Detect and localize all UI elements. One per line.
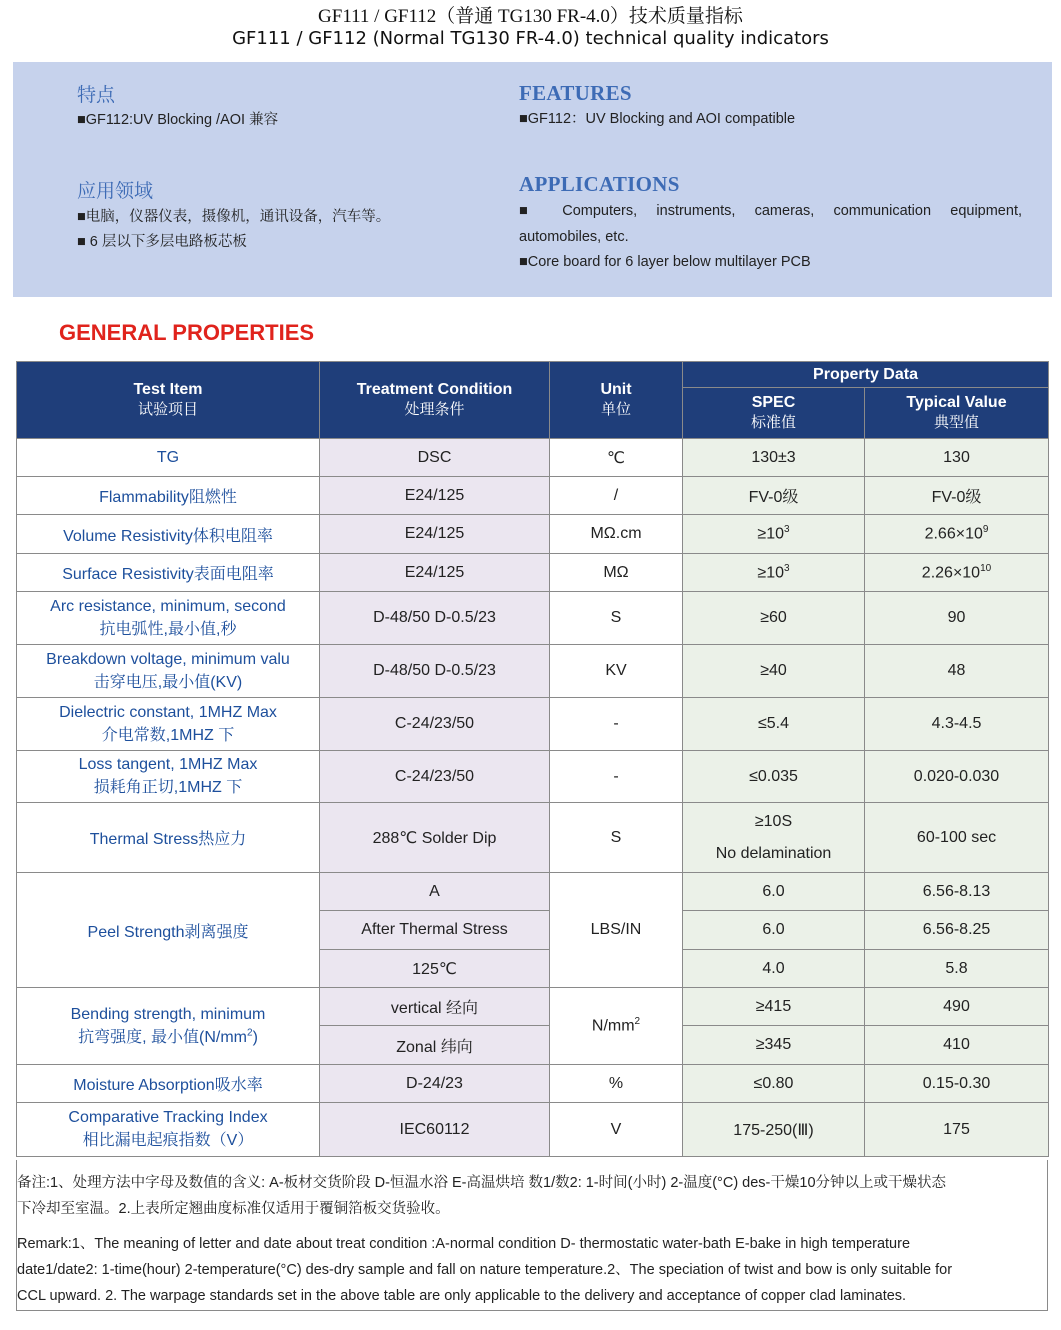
row-flam-cond: E24/125 <box>320 477 550 515</box>
row-vol-typical <box>865 515 1049 554</box>
features-en-item: ■GF112：UV Blocking and AOI compatible <box>519 111 796 127</box>
header-typical-en: Typical Value <box>906 394 1007 411</box>
row-bend-spec-1: ≥415 <box>683 988 865 1026</box>
row-dk-spec: ≤5.4 <box>683 698 865 751</box>
row-surf-spec <box>683 554 865 592</box>
row-bd-item-cn: 击穿电压,最小值(KV) <box>93 673 243 691</box>
row-bd-typical: 48 <box>865 645 1049 698</box>
row-bd-item-en: Breakdown voltage, minimum valu <box>46 650 290 668</box>
row-bend-cond-1: vertical 经向 <box>320 988 550 1026</box>
applications-cn-item-1: ■电脑，仪器仪表，摄像机，通讯设备，汽车等。 <box>77 209 391 225</box>
row-dk-typical: 4.3-4.5 <box>865 698 1049 751</box>
row-peel-spec-3: 4.0 <box>683 950 865 988</box>
row-arc-spec: ≥60 <box>683 592 865 645</box>
row-df-item-cn: 损耗角正切,1MHZ 下 <box>93 779 243 796</box>
applications-cn-heading: 应用领域 <box>77 180 154 202</box>
row-bd-item <box>17 645 320 698</box>
row-tg-typical: 130 <box>865 439 1049 477</box>
row-peel-cond-3: 125℃ <box>320 950 550 988</box>
summary-panel <box>13 62 1052 297</box>
header-test-item-cn: 试验项目 <box>137 401 198 418</box>
header-test-item <box>17 362 320 439</box>
row-vol-spec-base: ≥10 <box>757 525 784 543</box>
row-flam-item: Flammability阻燃性 <box>17 477 320 515</box>
header-unit-cn: 单位 <box>600 401 631 418</box>
row-cti-item <box>17 1103 320 1157</box>
row-arc-item-cn: 抗电弧性,最小值,秒 <box>99 620 237 638</box>
row-ts-item: Thermal Stress热应力 <box>17 803 320 873</box>
header-property-data-label: Property Data <box>813 365 918 383</box>
row-peel-typical-2: 6.56-8.25 <box>865 911 1049 950</box>
row-bend-item-cn-b: ) <box>252 1028 258 1046</box>
row-flam-typical: FV-0级 <box>865 477 1049 515</box>
row-bend-item-cn-a: 抗弯强度, 最小值(N/mm <box>78 1028 247 1046</box>
row-bend-cond-2: Zonal 纬向 <box>320 1026 550 1065</box>
table-row <box>17 645 1049 698</box>
row-bend-unit-base: N/mm <box>591 1017 635 1035</box>
row-peel-cond-1: A <box>320 873 550 911</box>
row-dk-item-en: Dielectric constant, 1MHZ Max <box>59 703 277 721</box>
applications-en-heading: APPLICATIONS <box>519 172 680 196</box>
remark-cn-line2: 下冷却至室温。2.上表所定翘曲度标准仅适用于覆铜箔板交货验收。 <box>17 1201 450 1217</box>
row-dk-item-cn: 介电常数,1MHZ 下 <box>101 726 235 744</box>
header-treatment-en: Treatment Condition <box>356 381 513 398</box>
row-ts-spec-line1: ≥10S <box>754 812 793 830</box>
row-surf-spec-exp: 3 <box>784 562 790 574</box>
remarks-box <box>16 1160 1048 1311</box>
table-row <box>17 1103 1049 1157</box>
row-df-item-en: Loss tangent, 1MHZ Max <box>78 756 258 773</box>
row-arc-typical: 90 <box>865 592 1049 645</box>
row-ts-unit: S <box>550 803 683 873</box>
row-tg-item: TG <box>17 439 320 477</box>
row-ts-typical: 60-100 sec <box>865 803 1049 873</box>
table-row <box>17 439 1049 477</box>
row-df-item <box>17 751 320 803</box>
row-peel-typical-3: 5.8 <box>865 950 1049 988</box>
row-bend-spec-2: ≥345 <box>683 1026 865 1065</box>
row-surf-spec-base: ≥10 <box>757 564 784 582</box>
properties-table <box>16 361 1049 1157</box>
row-cti-item-en: Comparative Tracking Index <box>68 1109 268 1126</box>
row-moist-item: Moisture Absorption吸水率 <box>17 1065 320 1103</box>
header-typical <box>865 388 1049 439</box>
row-bend-item <box>17 988 320 1065</box>
row-peel-item: Peel Strength剥离强度 <box>17 873 320 988</box>
table-header-row <box>17 362 1049 388</box>
row-dk-unit: - <box>550 698 683 751</box>
row-surf-unit: MΩ <box>550 554 683 592</box>
row-flam-unit: / <box>550 477 683 515</box>
title-line-cn: GF111 / GF112（普通 TG130 FR-4.0）技术质量指标 <box>318 6 743 27</box>
row-surf-cond: E24/125 <box>320 554 550 592</box>
row-bd-spec: ≥40 <box>683 645 865 698</box>
row-vol-cond: E24/125 <box>320 515 550 554</box>
row-ts-cond: 288℃ Solder Dip <box>320 803 550 873</box>
header-spec <box>683 388 865 439</box>
header-treatment <box>320 362 550 439</box>
row-tg-cond: DSC <box>320 439 550 477</box>
row-bend-item-cn <box>21 1024 315 1047</box>
header-test-item-en: Test Item <box>133 381 203 398</box>
row-moist-typical: 0.15-0.30 <box>865 1065 1049 1103</box>
document-title <box>0 6 1061 50</box>
row-moist-cond: D-24/23 <box>320 1065 550 1103</box>
row-bend-item-en: Bending strength, minimum <box>70 1005 266 1023</box>
row-moist-unit: % <box>550 1065 683 1103</box>
header-spec-en: SPEC <box>751 394 796 411</box>
applications-en-item-1: ■ Computers, instruments, cameras, communication equipment, <box>519 203 1022 219</box>
header-unit <box>550 362 683 439</box>
table-row <box>17 803 1049 873</box>
row-surf-typ-exp: 10 <box>980 562 992 574</box>
features-cn-item: ■GF112:UV Blocking /AOI 兼容 <box>77 112 279 128</box>
row-bend-unit-exp: 2 <box>634 1016 641 1028</box>
row-vol-spec <box>683 515 865 554</box>
row-dk-item <box>17 698 320 751</box>
row-cti-spec: 175-250(Ⅲ) <box>683 1103 865 1157</box>
row-peel-unit: LBS/IN <box>550 873 683 988</box>
row-arc-cond: D-48/50 D-0.5/23 <box>320 592 550 645</box>
row-df-unit: - <box>550 751 683 803</box>
remark-en-line3: CCL upward. 2. The warpage standards set in the above table are only applicable to the delivery and acceptance of copper clad laminates. <box>17 1288 907 1304</box>
table-row <box>17 477 1049 515</box>
row-vol-typ-base: 2.66×10 <box>924 525 983 543</box>
applications-en-item-2: ■Core board for 6 layer below multilayer PCB <box>519 254 811 270</box>
header-treatment-cn: 处理条件 <box>404 401 465 418</box>
row-surf-typ-base: 2.26×10 <box>921 564 981 582</box>
row-bend-typical-1: 490 <box>865 988 1049 1026</box>
row-bend-unit <box>550 988 683 1065</box>
header-typical-cn: 典型值 <box>934 414 980 431</box>
section-title: GENERAL PROPERTIES <box>59 320 315 345</box>
row-peel-spec-2: 6.0 <box>683 911 865 950</box>
title-line-en: GF111 / GF112 (Normal TG130 FR-4.0) technical quality indicators <box>232 28 829 49</box>
row-ts-spec-line2: No delamination <box>715 844 832 862</box>
remark-cn-line1: 备注:1、处理方法中字母及数值的含义: A-板材交货阶段 D-恒温水浴 E-高温烘培 数1/数2: 1-时间(小时) 2-温度(°C) des-干燥10分钟以上或干燥状态 <box>17 1175 947 1191</box>
row-peel-cond-2: After Thermal Stress <box>320 911 550 950</box>
row-df-typical: 0.020-0.030 <box>865 751 1049 803</box>
row-vol-spec-exp: 3 <box>784 524 790 536</box>
row-bend-typical-2: 410 <box>865 1026 1049 1065</box>
table-row <box>17 751 1049 803</box>
row-flam-spec: FV-0级 <box>683 477 865 515</box>
header-property-data <box>683 362 1049 388</box>
features-en-heading: FEATURES <box>519 81 632 105</box>
row-vol-typ-exp: 9 <box>982 524 989 536</box>
row-cti-typical: 175 <box>865 1103 1049 1157</box>
row-bd-cond: D-48/50 D-0.5/23 <box>320 645 550 698</box>
header-spec-cn: 标准值 <box>750 414 796 431</box>
row-arc-item <box>17 592 320 645</box>
row-tg-spec: 130±3 <box>683 439 865 477</box>
row-bend-item-cn-exp: 2 <box>247 1027 253 1039</box>
row-cti-cond: IEC60112 <box>320 1103 550 1157</box>
applications-en-item-1-cont: automobiles, etc. <box>519 229 629 245</box>
features-cn-heading: 特点 <box>77 84 116 106</box>
row-moist-spec: ≤0.80 <box>683 1065 865 1103</box>
table-row <box>17 592 1049 645</box>
applications-cn-item-2: ■ 6 层以下多层电路板芯板 <box>77 234 247 250</box>
table-row <box>17 554 1049 592</box>
header-unit-en: Unit <box>600 381 632 398</box>
row-bd-unit: KV <box>550 645 683 698</box>
remark-en-line1: Remark:1、The meaning of letter and date about treat condition :A-normal condition D- thermostatic water-bath E-bake in high temperature <box>17 1236 911 1252</box>
table-row <box>17 988 1049 1026</box>
table-row <box>17 515 1049 554</box>
row-surf-typical <box>865 554 1049 592</box>
table-row <box>17 1065 1049 1103</box>
row-dk-cond: C-24/23/50 <box>320 698 550 751</box>
row-df-cond: C-24/23/50 <box>320 751 550 803</box>
row-ts-spec <box>683 803 865 873</box>
row-peel-spec-1: 6.0 <box>683 873 865 911</box>
table-row <box>17 873 1049 911</box>
row-vol-unit: MΩ.cm <box>550 515 683 554</box>
row-peel-typical-1: 6.56-8.13 <box>865 873 1049 911</box>
row-cti-item-cn: 相比漏电起痕指数（V） <box>82 1132 254 1149</box>
row-cti-unit: V <box>550 1103 683 1157</box>
row-arc-item-en: Arc resistance, minimum, second <box>50 597 286 615</box>
table-row <box>17 698 1049 751</box>
row-vol-item: Volume Resistivity体积电阻率 <box>17 515 320 554</box>
row-arc-unit: S <box>550 592 683 645</box>
row-df-spec: ≤0.035 <box>683 751 865 803</box>
row-tg-unit: ℃ <box>550 439 683 477</box>
remark-en-line2: date1/date2: 1-time(hour) 2-temperature(°C) des-dry sample and fall on nature temperature.2、The speciation of twist and bow is only suitable for <box>17 1262 953 1278</box>
row-surf-item: Surface Resistivity表面电阻率 <box>17 554 320 592</box>
